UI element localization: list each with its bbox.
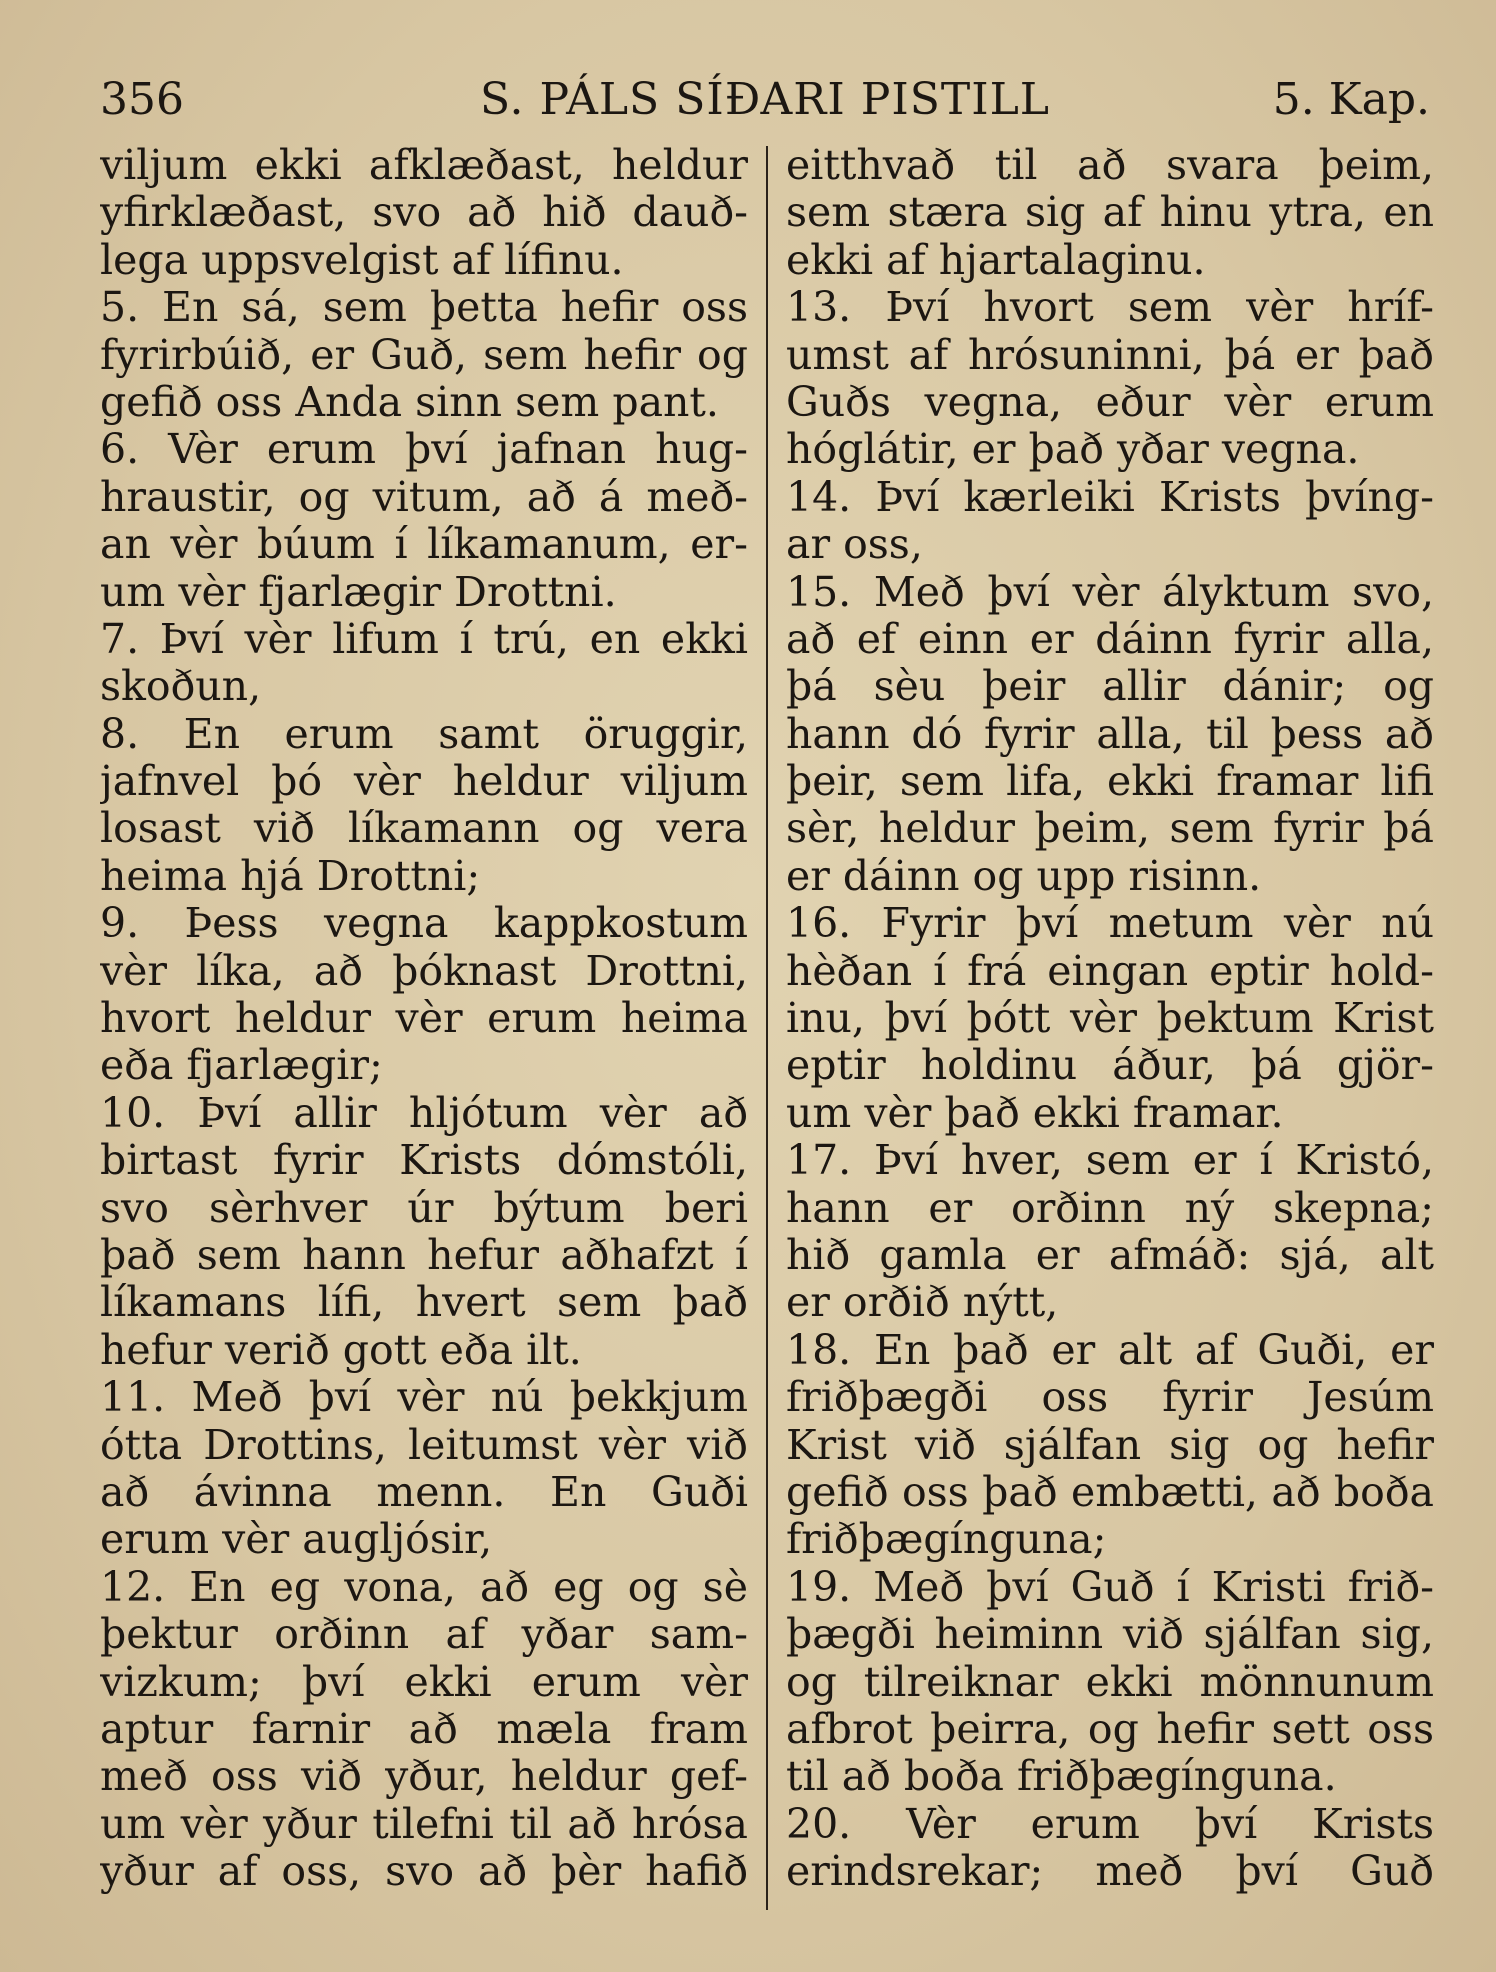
text-line: það sem hann hefur aðhafzt í	[100, 1231, 748, 1279]
text-line: sem stæra sig af hinu ytra, en	[786, 189, 1434, 237]
text-line: 15. Með því vèr ályktum svo,	[786, 568, 1434, 616]
right-text-column	[786, 142, 1434, 1895]
text-line: eptir holdinu áður, þá gjör-	[786, 1042, 1434, 1090]
text-line: eða fjarlægir;	[100, 1042, 383, 1090]
text-line: ekki af hjartalaginu.	[786, 236, 1206, 284]
text-line: friðþægínguna;	[786, 1516, 1107, 1564]
text-line: hèðan í frá eingan eptir hold-	[786, 947, 1434, 995]
text-line: birtast fyrir Krists dómstóli,	[100, 1137, 748, 1185]
text-line: með oss við yður, heldur gef-	[100, 1753, 748, 1801]
text-line: umst af hrósuninni, þá er það	[786, 331, 1434, 379]
text-line: fyrirbúið, er Guð, sem hefir og	[100, 331, 748, 379]
text-line: Guðs vegna, eður vèr erum	[786, 378, 1434, 426]
text-line: 8. En erum samt öruggir,	[100, 710, 748, 758]
text-line: losast við líkamann og vera	[100, 805, 748, 853]
text-line: 18. En það er alt af Guði, er	[786, 1326, 1434, 1374]
text-line: hraustir, og vitum, að á með-	[100, 473, 748, 521]
text-line: gefið oss það embætti, að boða	[786, 1468, 1434, 1516]
text-line: um vèr yður tilefni til að hrósa	[100, 1800, 748, 1848]
text-line: ótta Drottins, leitumst vèr við	[100, 1421, 748, 1469]
text-line: 13. Því hvort sem vèr hríf-	[786, 284, 1434, 332]
text-line: hann er orðinn ný skepna;	[786, 1184, 1434, 1232]
text-line: og tilreiknar ekki mönnunum	[786, 1658, 1434, 1706]
text-line: hvort heldur vèr erum heima	[100, 995, 748, 1043]
text-line: þá sèu þeir allir dánir; og	[786, 663, 1434, 711]
text-line: 5. En sá, sem þetta hefir oss	[100, 284, 748, 332]
text-line: til að boða friðþægínguna.	[786, 1753, 1337, 1801]
chapter-label: 5. Kap.	[1272, 74, 1430, 125]
text-line: 17. Því hver, sem er í Kristó,	[786, 1137, 1434, 1185]
text-line: er orðið nýtt,	[786, 1279, 1059, 1327]
running-header	[100, 70, 1430, 130]
text-line: að ef einn er dáinn fyrir alla,	[786, 615, 1434, 663]
running-title: S. PÁLS SÍÐARI PISTILL	[479, 74, 1051, 125]
page-number: 356	[100, 74, 184, 125]
text-line: 14. Því kærleiki Krists þvíng-	[786, 473, 1434, 521]
text-line: 10. Því allir hljótum vèr að	[100, 1089, 748, 1137]
text-line: yfirklæðast, svo að hið dauð-	[100, 189, 748, 237]
text-line: 9. Þess vegna kappkostum	[100, 900, 748, 948]
text-line: eitthvað til að svara þeim,	[786, 142, 1434, 189]
text-line: erum vèr augljósir,	[100, 1516, 493, 1564]
text-line: hefur verið gott eða ilt.	[100, 1326, 582, 1374]
text-line: hann dó fyrir alla, til þess að	[786, 710, 1434, 758]
text-line: að ávinna menn. En Guði	[100, 1468, 748, 1516]
text-line: ar oss,	[786, 521, 923, 569]
column-divider	[766, 146, 768, 1910]
text-line: viljum ekki afklæðast, heldur	[100, 142, 748, 189]
text-line: 16. Fyrir því metum vèr nú	[786, 900, 1434, 948]
text-line: þeir, sem lifa, ekki framar lifi	[786, 758, 1434, 806]
text-line: 11. Með því vèr nú þekkjum	[100, 1374, 748, 1422]
text-line: 20. Vèr erum því Krists	[786, 1800, 1434, 1848]
text-line: inu, því þótt vèr þektum Krist	[786, 995, 1434, 1043]
text-line: er dáinn og upp risinn.	[786, 852, 1262, 900]
text-line: Krist við sjálfan sig og hefir	[786, 1421, 1434, 1469]
text-line: 7. Því vèr lifum í trú, en ekki	[100, 615, 748, 663]
text-line: vizkum; því ekki erum vèr	[100, 1658, 748, 1706]
text-line: hóglátir, er það yðar vegna.	[786, 426, 1360, 474]
text-line: erindsrekar; með því Guð	[786, 1848, 1434, 1896]
text-line: þektur orðinn af yðar sam-	[100, 1611, 748, 1659]
text-line: svo sèrhver úr býtum beri	[100, 1184, 748, 1232]
text-line: vèr líka, að þóknast Drottni,	[100, 947, 748, 995]
text-line: jafnvel þó vèr heldur viljum	[100, 758, 748, 806]
text-line: sèr, heldur þeim, sem fyrir þá	[786, 805, 1434, 853]
text-line: gefið oss Anda sinn sem pant.	[100, 378, 719, 426]
text-line: friðþægði oss fyrir Jesúm	[786, 1374, 1434, 1422]
text-line: um vèr það ekki framar.	[786, 1089, 1284, 1137]
text-line: afbrot þeirra, og hefir sett oss	[786, 1705, 1434, 1753]
text-line: 12. En eg vona, að eg og sè	[100, 1563, 748, 1611]
text-line: þægði heiminn við sjálfan sig,	[786, 1611, 1434, 1659]
text-line: skoðun,	[100, 663, 262, 711]
text-line: an vèr búum í líkamanum, er-	[100, 521, 748, 569]
text-line: um vèr fjarlægir Drottni.	[100, 568, 617, 616]
text-line: líkamans lífi, hvert sem það	[100, 1279, 748, 1327]
text-line: aptur farnir að mæla fram	[100, 1705, 748, 1753]
text-line: yður af oss, svo að þèr hafið	[100, 1848, 748, 1896]
text-line: heima hjá Drottni;	[100, 852, 481, 900]
text-line: 6. Vèr erum því jafnan hug-	[100, 426, 748, 474]
text-line: hið gamla er afmáð: sjá, alt	[786, 1231, 1434, 1279]
text-line: lega uppsvelgist af lífinu.	[100, 236, 624, 284]
text-line: 19. Með því Guð í Kristi frið-	[786, 1563, 1434, 1611]
left-text-column	[100, 142, 748, 1895]
